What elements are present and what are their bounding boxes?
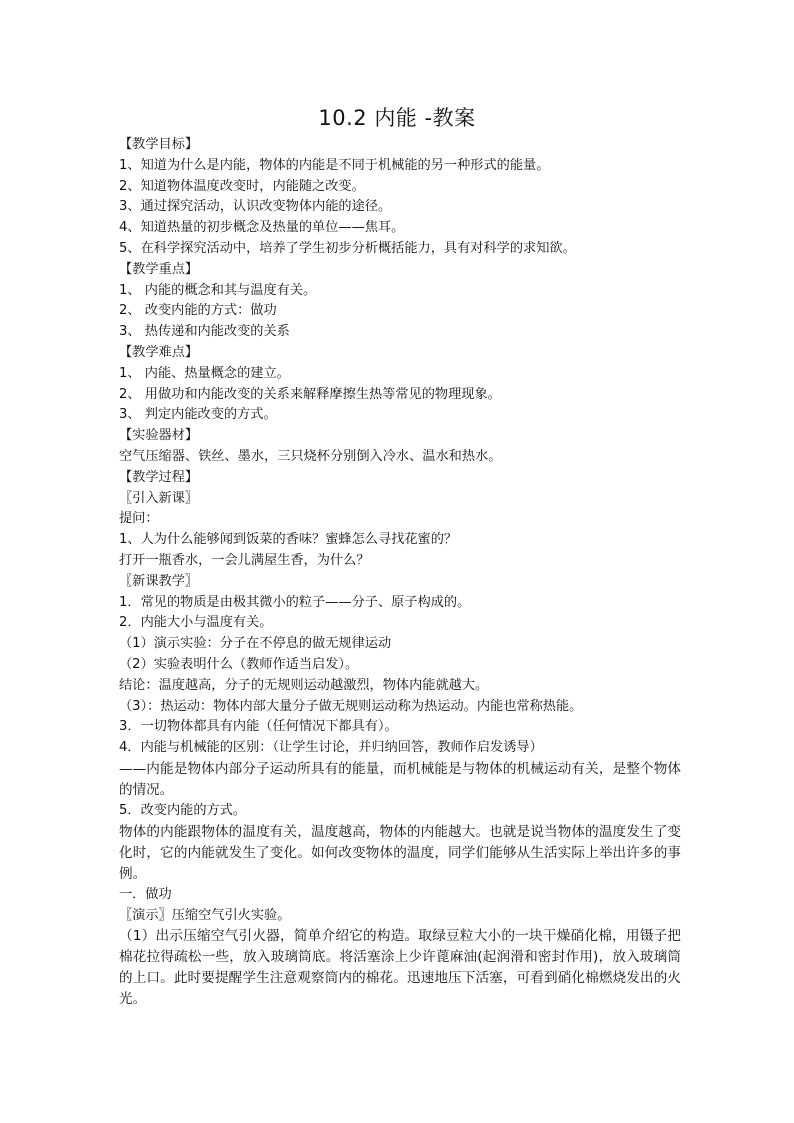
new-lesson-item: （2）实验表明什么（教师作适当启发）。 <box>119 656 359 672</box>
focus-item: 2、 改变内能的方式：做功 <box>119 303 277 319</box>
goal-item: 1、知道为什么是内能，物体的内能是不同于机械能的另一种形式的能量。 <box>119 157 550 173</box>
difference-paragraph: ——内能是物体内部分子运动所具有的能量，而机械能是与物体的机械运动有关，是整个物体的情况。 <box>119 760 681 798</box>
intro-heading: 〖引入新课〗 <box>119 490 199 506</box>
goal-item: 3、通过探究活动，认识改变物体内能的途径。 <box>119 199 392 215</box>
difficulty-item: 2、 用做功和内能改变的关系来解释摩擦生热等常见的物理现象。 <box>119 386 501 402</box>
difficulty-item: 3、 判定内能改变的方式。 <box>119 407 277 423</box>
process-heading: 【教学过程】 <box>119 469 199 485</box>
intro-line: 打开一瓶香水，一会儿满屋生香，为什么？ <box>119 552 370 568</box>
focus-heading: 【教学重点】 <box>119 261 199 277</box>
new-lesson-item: 结论：温度越高，分子的无规则运动越激烈，物体内能就越大。 <box>119 677 489 693</box>
new-lesson-item: （3）：热运动：物体内部大量分子做无规则运动称为热运动。内能也常称热能。 <box>119 698 583 714</box>
goal-item: 5、在科学探究活动中，培养了学生初步分析概括能力，具有对科学的求知欲。 <box>119 240 576 256</box>
demo-heading: 〖演示〗压缩空气引火实验。 <box>119 907 291 923</box>
new-lesson-item: 2．内能大小与温度有关。 <box>119 615 273 631</box>
intro-line: 1、人为什么能够闻到饭菜的香味？蜜蜂怎么寻找花蜜的？ <box>119 532 458 548</box>
document-body <box>119 135 681 1010</box>
focus-item: 1、 内能的概念和其与温度有关。 <box>119 282 317 298</box>
focus-item: 3、 热传递和内能改变的关系 <box>119 324 290 340</box>
goal-item: 2、知道物体温度改变时，内能随之改变。 <box>119 178 365 194</box>
difficulty-heading: 【教学难点】 <box>119 344 199 360</box>
new-lesson-item: 3．一切物体都具有内能（任何情况下都具有）。 <box>119 719 398 735</box>
demo-paragraph: （1）出示压缩空气引火器，简单介绍它的构造。取绿豆粒大小的一块干燥硝化棉，用镊子把棉花拉得疏松一些，放入玻璃筒底。将活塞涂上少许蓖麻油(起润滑和密封作用)，放入玻璃筒的上口。此时要提醒学生注意观察筒内的棉花。迅速地压下活塞，可看到硝化棉燃烧发出的火光。 <box>119 928 681 1008</box>
new-lesson-item: 1．常见的物质是由极其微小的粒子——分子、原子构成的。 <box>119 594 471 610</box>
goal-item: 4、知道热量的初步概念及热量的单位——焦耳。 <box>119 220 405 236</box>
document-title: 10.2 内能 -教案 <box>318 106 476 130</box>
equipment-heading: 【实验器材】 <box>119 428 199 444</box>
new-lesson-item: （1）演示实验：分子在不停息的做无规律运动 <box>119 636 392 652</box>
work-heading: 一．做功 <box>119 886 172 902</box>
intro-line: 提问： <box>119 511 159 527</box>
new-lesson-item: 4．内能与机械能的区别：（让学生讨论，并归纳回答，教师作启发诱导） <box>119 740 543 756</box>
new-lesson-item: 5．改变内能的方式。 <box>119 802 247 818</box>
goals-heading: 【教学目标】 <box>119 137 199 152</box>
new-lesson-heading: 〖新课教学〗 <box>119 573 199 589</box>
difficulty-item: 1、 内能、热量概念的建立。 <box>119 365 290 381</box>
equipment-text: 空气压缩器、铁丝、墨水，三只烧杯分别倒入冷水、温水和热水。 <box>119 448 502 464</box>
change-paragraph: 物体的内能跟物体的温度有关，温度越高，物体的内能越大。也就是说当物体的温度发生了变化时，它的内能就发生了变化。如何改变物体的温度，同学们能够从生活实际上举出许多的事例。 <box>119 823 681 882</box>
